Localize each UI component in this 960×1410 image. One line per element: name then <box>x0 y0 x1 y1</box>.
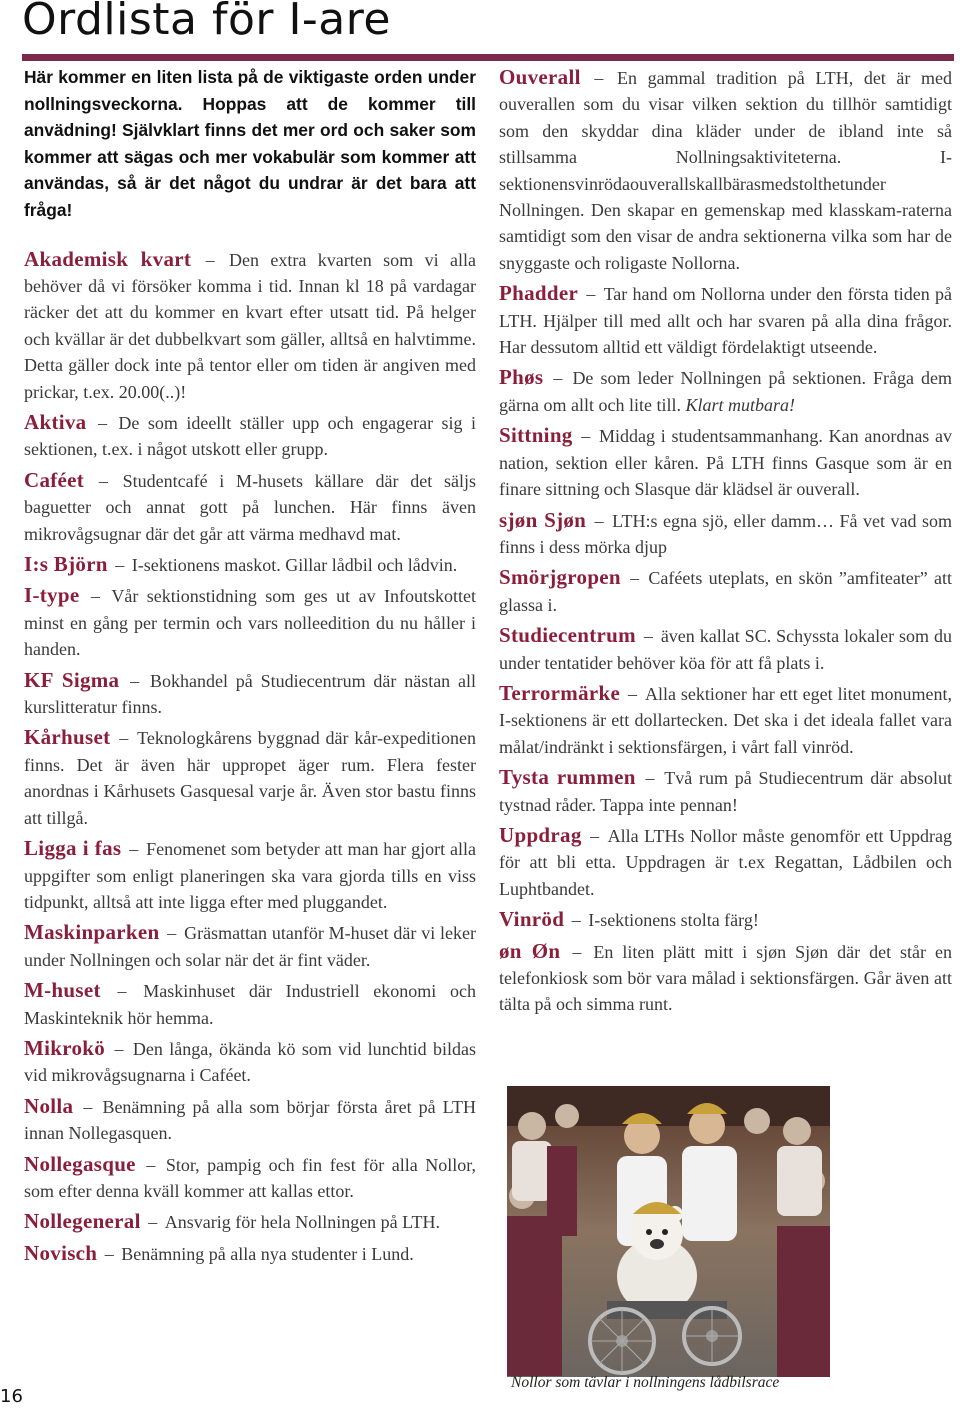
glossary-entry <box>24 977 476 1031</box>
glossary-term: Uppdrag <box>499 822 582 847</box>
term-dash: – <box>103 981 141 1002</box>
glossary-definition: Den långa, ökända kö som vid lunchtid bildas vid mikrovågsugnarna i Caféet. <box>24 1038 476 1086</box>
glossary-definition: Benämning på alla som börjar första året på LTH innan Nollegasquen. <box>24 1096 476 1144</box>
intro-paragraph: Här kommer en liten lista på de viktigaste orden under nollningsveckorna. Hoppas att de kommer till anvädning! Självklart finns det mer ord och saker som kommer att sägas och mer vokabulär som kommer att användas, så är det något du undrar är det bara att fråga! <box>24 67 476 220</box>
glossary-entry <box>24 1093 476 1147</box>
glossary-entry <box>499 64 952 276</box>
glossary-term: I:s Björn <box>24 552 108 577</box>
term-dash: – <box>623 683 642 704</box>
glossary-definition: Alla sektioner har ett eget litet monument, I-sektionens är ett dollartecken. Det ska i det ideala fallet vara målat/indränkt i sektionsfärgen, i vårt fall vinröd. <box>499 683 952 757</box>
glossary-term: Akademisk kvart <box>24 246 192 271</box>
glossary-entry <box>24 1151 476 1205</box>
glossary-term: øn Øn <box>499 938 561 963</box>
glossary-entry <box>499 906 952 933</box>
glossary-definition: Alla LTHs Nollor måste genomför ett Uppdrag för att bli etta. Uppdragen är t.ex Regattan, Lådbilen och Luphtbandet. <box>499 825 953 899</box>
glossary-definition: Fenomenet som betyder att man har gjort alla uppgifter som enligt planeringen ska vara gjorda tills en viss tidpunkt, alltså att inte ligga efter med pluggandet. <box>24 839 476 912</box>
glossary-entry <box>24 409 476 463</box>
glossary-entry <box>499 622 952 676</box>
glossary-definition: Bokhandel på Studiecentrum där nästan all kurslitteratur finns. <box>24 670 476 718</box>
glossary-term: Maskinparken <box>24 920 160 945</box>
glossary-definition: Vår sektionstidning som ges ut av Infoutskottet minst en gång per termin och vars nolleedition du nu håller i handen. <box>24 586 476 660</box>
glossary-term: M-huset <box>24 978 101 1003</box>
term-dash: – <box>194 249 227 270</box>
glossary-term: Terrormärke <box>499 680 621 705</box>
glossary-term: Phadder <box>499 281 579 306</box>
term-dash: – <box>124 839 144 860</box>
glossary-entry <box>499 364 952 418</box>
glossary-definition: LTH:s egna sjö, eller damm… Få vet vad som finns i dess mörka djup <box>499 510 952 557</box>
term-dash: – <box>113 728 135 749</box>
glossary-entry <box>24 582 476 662</box>
glossary-term: Kårhuset <box>24 725 111 750</box>
glossary-term: Caféet <box>24 467 85 492</box>
term-dash: – <box>575 426 597 447</box>
right-glossary-list <box>499 64 952 1018</box>
term-dash: – <box>563 941 591 962</box>
term-dash: – <box>638 768 662 789</box>
term-dash: – <box>89 413 116 433</box>
page-number: 16 <box>0 1386 23 1407</box>
glossary-definition: Maskinhuset där Industriell ekonomi och Maskinteknik hör hemma. <box>24 981 477 1028</box>
glossary-definition: I-sektionens stolta färg! <box>588 910 759 931</box>
term-dash: – <box>82 586 109 607</box>
glossary-definition: Teknologkårens byggnad där kår-expeditionen finns. Det är även här uppropet äger rum. Flera fester anordnas i Kårhusets Gasquesal varje år. Även stor bastu finns att tillgå. <box>24 728 476 828</box>
term-dash: – <box>138 1154 163 1175</box>
glossary-entry <box>24 667 476 721</box>
term-dash: – <box>546 368 570 389</box>
glossary-entry <box>499 280 952 360</box>
glossary-definition: Två rum på Studiecentrum där absolut tystnad råder. Tappa inte pennan! <box>499 768 952 815</box>
glossary-entry <box>24 246 476 405</box>
glossary-term: Smörjgropen <box>499 565 621 590</box>
glossary-entry <box>24 724 476 831</box>
glossary-definition: Studentcafé i M-husets källare där det säljs baguetter och annat gott på lunchen. Här finns även mikrovågsugnar där det går att värma medhavd mat. <box>24 470 476 544</box>
photo-caption: Nollor som tävlar i nollningens lådbilsrace <box>511 1374 780 1391</box>
glossary-definition: I-sektionens maskot. Gillar lådbil och lådvin. <box>131 555 458 576</box>
glossary-entry <box>499 764 952 818</box>
glossary-entry <box>499 422 952 502</box>
glossary-definition: Middag i studentsammanhang. Kan anordnas av nation, sektion eller kåren. På LTH finns Gasque som är en finare sittning och Slasque där klädsel är ouverall. <box>499 426 953 500</box>
glossary-definition: En liten plätt mitt i sjøn Sjøn där det står en telefonkiosk som bör vara målad i sektionsfärgen. Går även att tälta på och simma runt. <box>499 941 952 1015</box>
glossary-entry <box>499 938 952 1018</box>
glossary-entry <box>24 1208 476 1235</box>
glossary-entry <box>24 835 476 915</box>
glossary-definition: Benämning på alla nya studenter i Lund. <box>121 1243 414 1264</box>
glossary-emphasis: Klart mutbara! <box>685 394 795 415</box>
glossary-entry <box>499 507 952 561</box>
term-dash: – <box>567 910 586 931</box>
glossary-entry <box>24 1035 476 1089</box>
glossary-term: I-type <box>24 583 80 608</box>
glossary-definition: De som ideellt ställer upp och engagerar sig i sektionen, t.ex. i något utskott eller grupp. <box>24 413 476 460</box>
glossary-definition: De som leder Nollningen på sektionen. Fråga dem gärna om allt och lite till. <box>499 368 952 415</box>
page-title: Ordlista för I-are <box>22 0 391 45</box>
glossary-term: Studiecentrum <box>499 623 636 648</box>
glossary-entry <box>24 467 476 547</box>
term-dash: – <box>143 1212 162 1233</box>
left-glossary-list <box>24 246 476 1268</box>
term-dash: – <box>162 923 182 944</box>
title-rule <box>22 54 954 61</box>
glossary-term: Mikrokö <box>24 1035 106 1060</box>
glossary-term: Nollegeneral <box>24 1209 141 1234</box>
term-dash: – <box>100 1243 119 1264</box>
glossary-term: Aktiva <box>24 410 87 434</box>
glossary-entry <box>499 564 952 618</box>
glossary-definition: En gammal tradition på LTH, det är med ouverallen som du visar vilken sektion du tillhör samtidigt som den skyddar dina kläder under de ibland inte så stillsamma Nollningsaktiviteterna. I-sektionensvinrödaouverallskallbärasmedstolthetunder Nollningen. Den skapar en gemenskap med klasskam-raterna samtidigt som den visar de andra sektionerna vilka som har de snyggaste och roligaste Nollorna. <box>499 68 953 273</box>
lådbil-race-photo <box>507 1086 830 1377</box>
glossary-definition: Ansvarig för hela Nollningen på LTH. <box>164 1212 441 1233</box>
glossary-definition: även kallat SC. Schyssta lokaler som du under tentatider behöver köa för att få plats i. <box>499 626 952 673</box>
term-dash: – <box>122 670 147 691</box>
term-dash: – <box>638 626 658 647</box>
right-column <box>499 64 952 1022</box>
glossary-entry <box>499 822 952 902</box>
term-dash: – <box>589 510 610 531</box>
left-column <box>24 64 476 1271</box>
glossary-entry <box>24 919 476 973</box>
glossary-definition: Stor, pampig och fin fest för alla Nollor, som efter denna kväll kommer att kallas ettor. <box>24 1154 476 1201</box>
glossary-term: Sittning <box>499 423 573 448</box>
term-dash: – <box>110 555 129 576</box>
term-dash: – <box>76 1096 100 1117</box>
glossary-term: Nollegasque <box>24 1151 136 1176</box>
glossary-term: sjøn Sjøn <box>499 507 587 532</box>
glossary-entry <box>24 1240 476 1267</box>
term-dash: – <box>108 1038 130 1059</box>
glossary-term: Phøs <box>499 365 544 390</box>
term-dash: – <box>87 470 120 491</box>
glossary-entry <box>499 680 952 760</box>
glossary-term: KF Sigma <box>24 667 120 692</box>
glossary-definition: Caféets uteplats, en skön ”amfiteater” att glassa i. <box>499 568 953 615</box>
term-dash: – <box>623 568 646 589</box>
glossary-entry <box>24 551 476 578</box>
glossary-term: Tysta rummen <box>499 765 636 790</box>
glossary-term: Ligga i fas <box>24 836 122 861</box>
photo-illustration <box>507 1086 830 1377</box>
glossary-definition: Gräsmattan utanför M-huset där vi leker under Nollningen och solar när det är fint väder. <box>24 923 476 970</box>
glossary-term: Nolla <box>24 1093 74 1118</box>
glossary-definition: Den extra kvarten som vi alla behöver då vi försöker komma i tid. Innan kl 18 på vardagar räcker det att du kommer en kvart efter utsatt tid. På helger och kvällar är det dubbelkvart som gäller, alltså en halvtimme. Detta gäller dock inte på tentor eller om tiden är angiven med prickar, t.ex. 20.00(..)! <box>24 249 476 402</box>
term-dash: – <box>584 825 605 846</box>
glossary-term: Novisch <box>24 1240 98 1265</box>
glossary-term: Vinröd <box>499 907 565 932</box>
glossary-definition: Tar hand om Nollorna under den första tiden på LTH. Hjälper till med allt och har svaren på alla dina frågor. Har dessutom alltid ett väldigt fördelaktigt utseende. <box>499 284 952 358</box>
term-dash: – <box>581 284 601 305</box>
term-dash: – <box>583 68 614 88</box>
glossary-term: Ouverall <box>499 65 581 89</box>
